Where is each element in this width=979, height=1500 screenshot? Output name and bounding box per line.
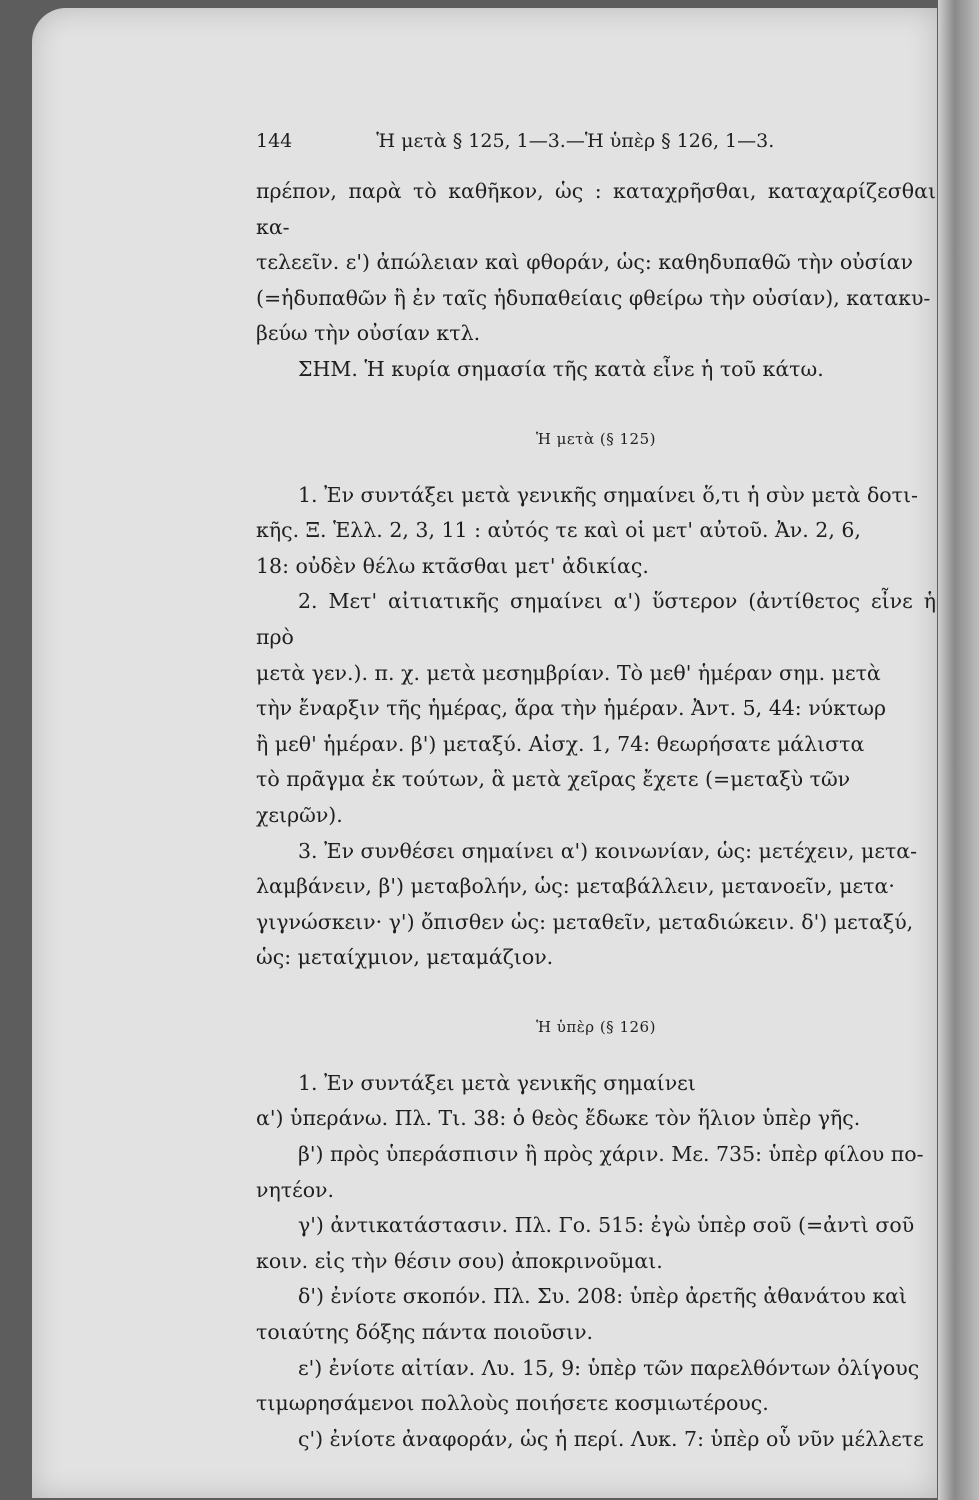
text-line: ὡς: μεταίχμιον, μεταμάζιον. xyxy=(256,945,554,970)
note-line: ΣΗΜ. Ἡ κυρία σημασία τῆς κατὰ εἶνε ἡ τοῦ κάτω. xyxy=(298,356,824,381)
text-line: νητέον. xyxy=(256,1177,335,1202)
page-edge xyxy=(938,0,979,1500)
intro-paragraph xyxy=(256,174,936,388)
text-line: ς') ἐνίοτε ἀναφοράν, ὡς ἡ περί. Λυκ. 7: ὑπὲρ οὗ νῦν μέλλετε xyxy=(298,1426,924,1451)
text-line: γιγνώσκειν· γ') ὄπισθεν ὡς: μεταθεῖν, μεταδιώκειν. δ') μεταξύ, xyxy=(256,909,914,934)
running-header xyxy=(256,128,936,154)
running-title: Ἡ μετὰ § 125, 1—3.—Ἡ ὑπὲρ § 126, 1—3. xyxy=(376,130,775,152)
section-meta-body xyxy=(256,478,936,976)
text-line: ε') ἐνίοτε αἰτίαν. Λυ. 15, 9: ὑπὲρ τῶν παρελθόντων ὀλίγους xyxy=(298,1355,920,1380)
page-number: 144 xyxy=(256,130,293,152)
text-line: 3. Ἐν συνθέσει σημαίνει α') κοινωνίαν, ὡς: μετέχειν, μετα- xyxy=(298,838,918,863)
text-line: τὸ πρᾶγμα ἐκ τούτων, ἃ μετὰ χεῖρας ἔχετε (=μεταξὺ τῶν xyxy=(256,767,851,792)
text-line: α') ὑπεράνω. Πλ. Τι. 38: ὁ θεὸς ἔδωκε τὸν ἥλιον ὑπὲρ γῆς. xyxy=(256,1106,861,1131)
section-heading-meta: Ἡ μετὰ (§ 125) xyxy=(536,429,656,448)
text-line: κοιν. εἰς τὴν θέσιν σου) ἀποκρινοῦμαι. xyxy=(256,1248,663,1273)
text-line: κῆς. Ξ. Ἑλλ. 2, 3, 11 : αὐτός τε καὶ οἱ μετ' αὐτοῦ. Ἀν. 2, 6, xyxy=(256,518,861,543)
text-line: λαμβάνειν, β') μεταβολήν, ὡς: μεταβάλλειν, μετανοεῖν, μετα· xyxy=(256,874,895,899)
text-line: μετὰ γεν.). π. χ. μετὰ μεσημβρίαν. Τὸ μεθ' ἡμέραν σημ. μετὰ xyxy=(256,660,881,685)
section-hyper-body xyxy=(256,1066,936,1458)
text-line: ἢ μεθ' ἡμέραν. β') μεταξύ. Αἰσχ. 1, 74: θεωρήσατε μάλιστα xyxy=(256,731,865,756)
text-line: τελεεῖν. ε') ἀπώλειαν καὶ φθοράν, ὡς: καθηδυπαθῶ τὴν οὐσίαν xyxy=(256,250,913,275)
text-line: πρέπον, παρὰ τὸ καθῆκον, ὡς : καταχρῆσθαι, καταχαρίζεσθαι κα- xyxy=(256,179,936,239)
text-line: δ') ἐνίοτε σκοπόν. Πλ. Συ. 208: ὑπὲρ ἀρετῆς ἀθανάτου καὶ xyxy=(298,1284,908,1309)
text-line: 18: οὐδὲν θέλω κτᾶσθαι μετ' ἀδικίας. xyxy=(256,553,649,578)
text-line: χειρῶν). xyxy=(256,802,343,827)
text-line: τοιαύτης δόξης πάντα ποιοῦσιν. xyxy=(256,1320,594,1345)
text-line: 1. Ἐν συντάξει μετὰ γενικῆς σημαίνει xyxy=(298,1070,696,1095)
text-line: βεύω τὴν οὐσίαν κτλ. xyxy=(256,321,481,346)
text-line: 1. Ἐν συντάξει μετὰ γενικῆς σημαίνει ὅ,τι ἡ σὺν μετὰ δοτι- xyxy=(298,482,918,507)
text-line: γ') ἀντικατάστασιν. Πλ. Γο. 515: ἐγὼ ὑπὲρ σοῦ (=ἀντὶ σοῦ xyxy=(298,1213,915,1238)
section-heading-hyper: Ἡ ὑπὲρ (§ 126) xyxy=(536,1017,656,1036)
page-content xyxy=(256,128,936,1457)
text-line: 2. Μετ' αἰτιατικῆς σημαίνει α') ὕστερον (ἀντίθετος εἶνε ἡ πρὸ xyxy=(256,589,936,649)
text-line: τὴν ἔναρξιν τῆς ἡμέρας, ἅρα τὴν ἡμέραν. Ἀντ. 5, 44: νύκτωρ xyxy=(256,696,887,721)
text-line: τιμωρησάμενοι πολλοὺς ποιήσετε κοσμιωτέρους. xyxy=(256,1391,769,1416)
text-line: β') πρὸς ὑπεράσπισιν ἢ πρὸς χάριν. Με. 735: ὑπὲρ φίλου πο- xyxy=(298,1142,924,1167)
text-line: (=ἡδυπαθῶν ἢ ἐν ταῖς ἡδυπαθείαις φθείρω τὴν οὐσίαν), κατακυ- xyxy=(256,285,931,310)
